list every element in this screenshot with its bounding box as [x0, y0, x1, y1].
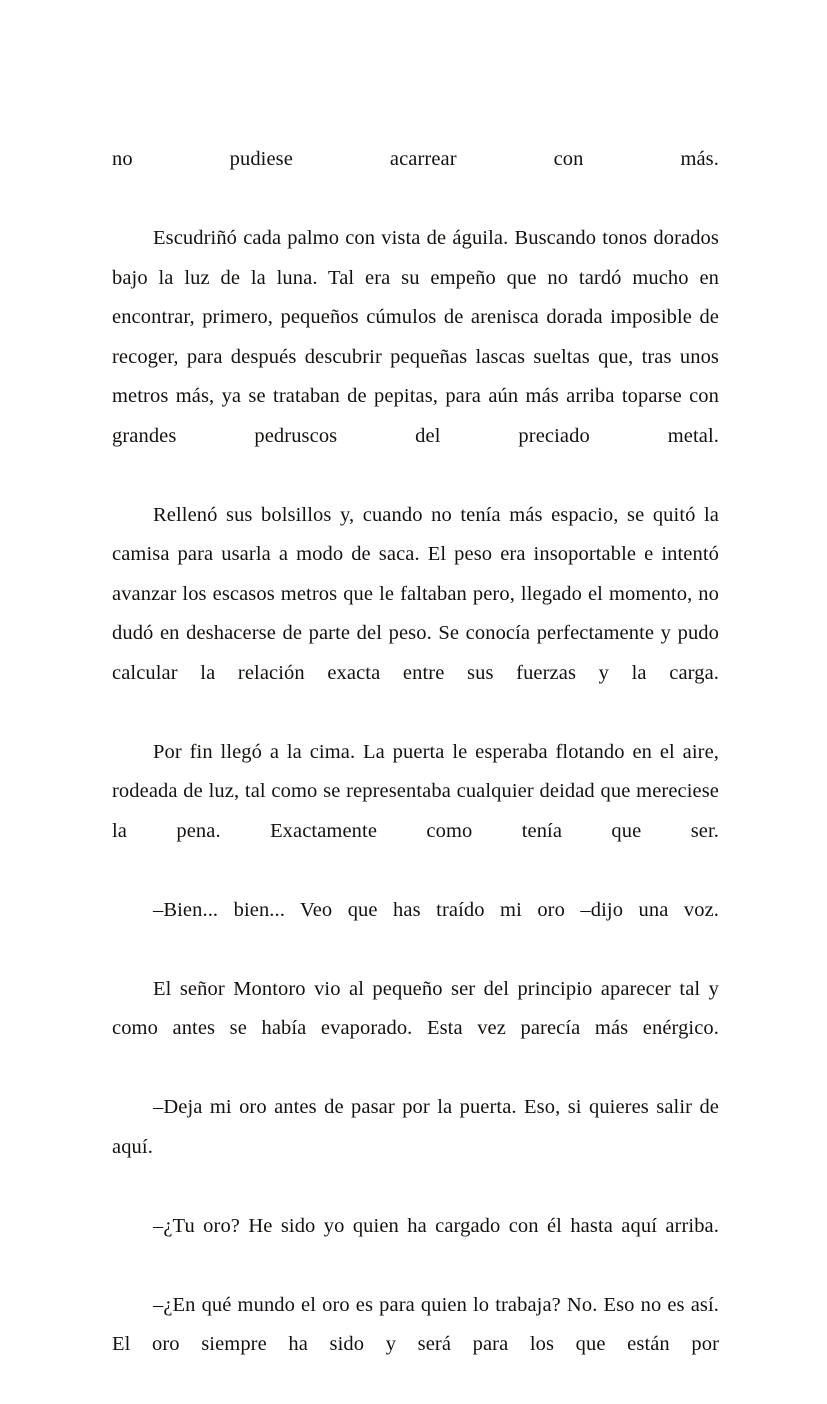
- paragraph: Escudriñó cada palmo con vista de águila. Buscando tonos dorados bajo la luz de la luna. Tal era su empeño que no tardó mucho en encontrar, primero, pequeños cúmulos de arenisca dorada imposible de recoger, para después descubrir pequeñas lascas sueltas que, tras unos metros más, ya se trataban de pepitas, para aún más arriba toparse con grandes pedruscos del preciado metal.: [112, 219, 719, 496]
- paragraph-dialogue: –¿Tu oro? He sido yo quien ha cargado con él hasta aquí arriba.: [112, 1207, 719, 1286]
- paragraph-dialogue: –Deja mi oro antes de pasar por la puerta. Eso, si quieres salir de aquí.: [112, 1088, 719, 1207]
- paragraph: Por fin llegó a la cima. La puerta le esperaba flotando en el aire, rodeada de luz, tal como se representaba cualquier deidad que mereciese la pena. Exactamente como tenía que ser.: [112, 733, 719, 891]
- paragraph: no pudiese acarrear con más.: [112, 140, 719, 219]
- paragraph: El señor Montoro vio al pequeño ser del principio aparecer tal y como antes se había evaporado. Esta vez parecía más enérgico.: [112, 970, 719, 1089]
- paragraph: Rellenó sus bolsillos y, cuando no tenía más espacio, se quitó la camisa para usarla a modo de saca. El peso era insoportable e intentó avanzar los escasos metros que le faltaban pero, llegado el momento, no dudó en deshacerse de parte del peso. Se conocía perfectamente y pudo calcular la relación exacta entre sus fuerzas y la carga.: [112, 496, 719, 733]
- paragraph-dialogue: –¿En qué mundo el oro es para quien lo trabaja? No. Eso no es así. El oro siempre ha sido y será para los que están por: [112, 1286, 719, 1404]
- page-text-block: [112, 140, 719, 1404]
- paragraph-dialogue: –Bien... bien... Veo que has traído mi oro –dijo una voz.: [112, 891, 719, 970]
